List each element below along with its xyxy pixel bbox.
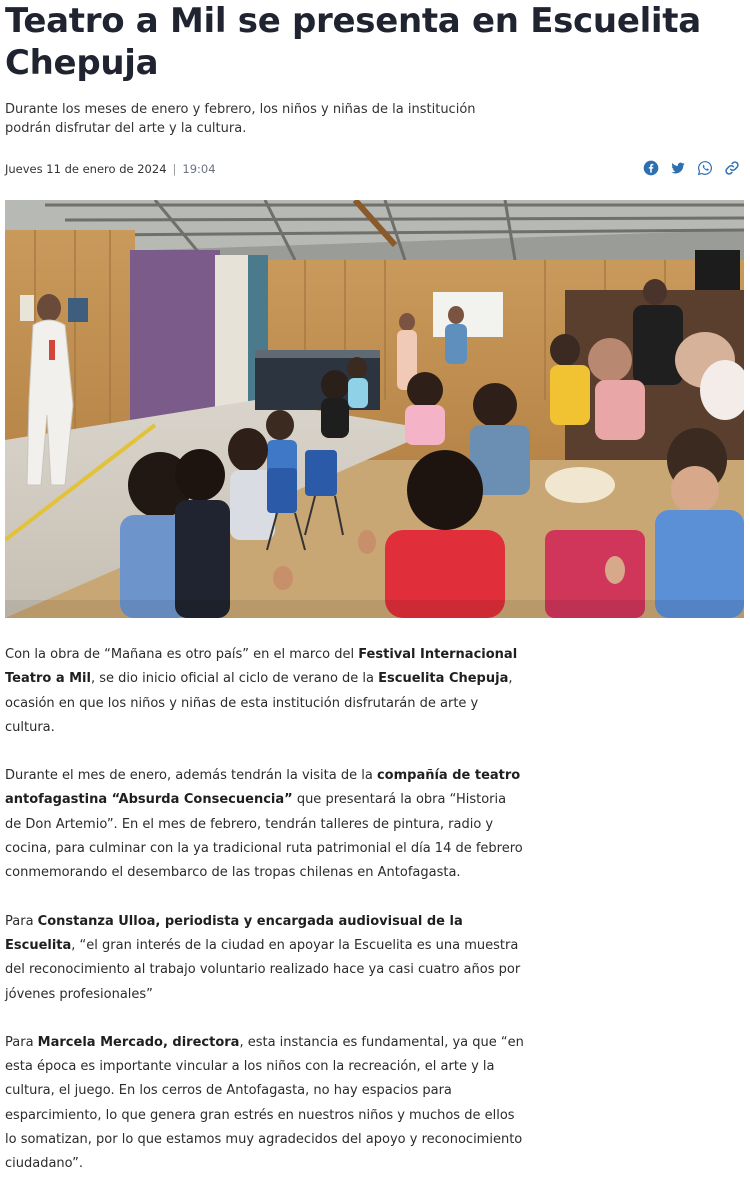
article-body [5, 643, 525, 1201]
facebook-icon[interactable] [643, 160, 659, 176]
article-lede: Durante los meses de enero y febrero, los niños y niñas de la institución podrán disfrutar del arte y la cultura. [5, 102, 476, 136]
body-paragraph-4 [5, 1031, 525, 1177]
paragraph-text: que presentará la obra “Historia de Don Artemio”. En el mes de febrero, tendrán talleres de pintura, radio y cocina, para culminar con la ya tradicional ruta patrimonial el día 14 de febrero conmemorando el desembarco de las tropas chilenas en Antofagasta. [5, 792, 523, 881]
twitter-icon[interactable] [670, 160, 686, 176]
paragraph-emphasis: compañía de teatro antofagastina “Absurda Consecuencia” [5, 768, 521, 808]
publish-date: Jueves 11 de enero de 2024 [5, 162, 167, 176]
share-bar [643, 160, 740, 176]
paragraph-text: , “el gran interés de la ciudad en apoyar la Escuelita es una muestra del reconocimiento al trabajo voluntario realizado hace ya casi cuatro años por jóvenes profesionales” [5, 937, 521, 1002]
body-paragraph-2 [5, 764, 525, 885]
article-photo [5, 200, 744, 618]
article-headline: Teatro a Mil se presenta en Escuelita Chepuja [5, 1, 701, 83]
paragraph-text: Con la obra de “Mañana es otro país” en el marco del [5, 647, 359, 662]
meta-separator: | [172, 162, 177, 176]
paragraph-emphasis: Marcela Mercado, directora [37, 1034, 240, 1050]
paragraph-text: , se dio inicio oficial al ciclo de verano de la [90, 671, 379, 687]
paragraph-emphasis: Escuelita Chepuja [378, 671, 509, 687]
body-paragraph-1 [5, 643, 525, 740]
paragraph-emphasis: Constanza Ulloa, periodista y encargada audiovisual de la Escuelita [5, 913, 463, 953]
paragraph-text: Durante el mes de enero, además tendrán la visita de la [5, 768, 377, 784]
whatsapp-icon[interactable] [697, 160, 713, 176]
paragraph-emphasis: Festival Internacional Teatro a Mil [5, 647, 518, 687]
paragraph-text: , ocasión en que los niños y niñas de esta institución disfrutarán de arte y cultura. [5, 671, 513, 735]
paragraph-text: , esta instancia es fundamental, ya que “en esta época es importante vincular a los niños con la recreación, el arte y la cultura, el juego. En los cerros de Antofagasta, no hay espacios para esparcimiento, lo que genera gran estrés en nuestros niños y muchos de ellos lo somatizan, por lo que estamos muy agradecidos del apoyo y reconocimiento ciudadano”. [5, 1034, 524, 1172]
paragraph-text: Para [5, 1034, 38, 1050]
publish-time: 19:04 [182, 162, 216, 176]
article-meta [5, 160, 745, 178]
body-paragraph-3 [5, 910, 525, 1007]
link-icon[interactable] [724, 160, 740, 176]
paragraph-text: Para [5, 913, 38, 929]
classroom-audience-photo [5, 200, 744, 618]
